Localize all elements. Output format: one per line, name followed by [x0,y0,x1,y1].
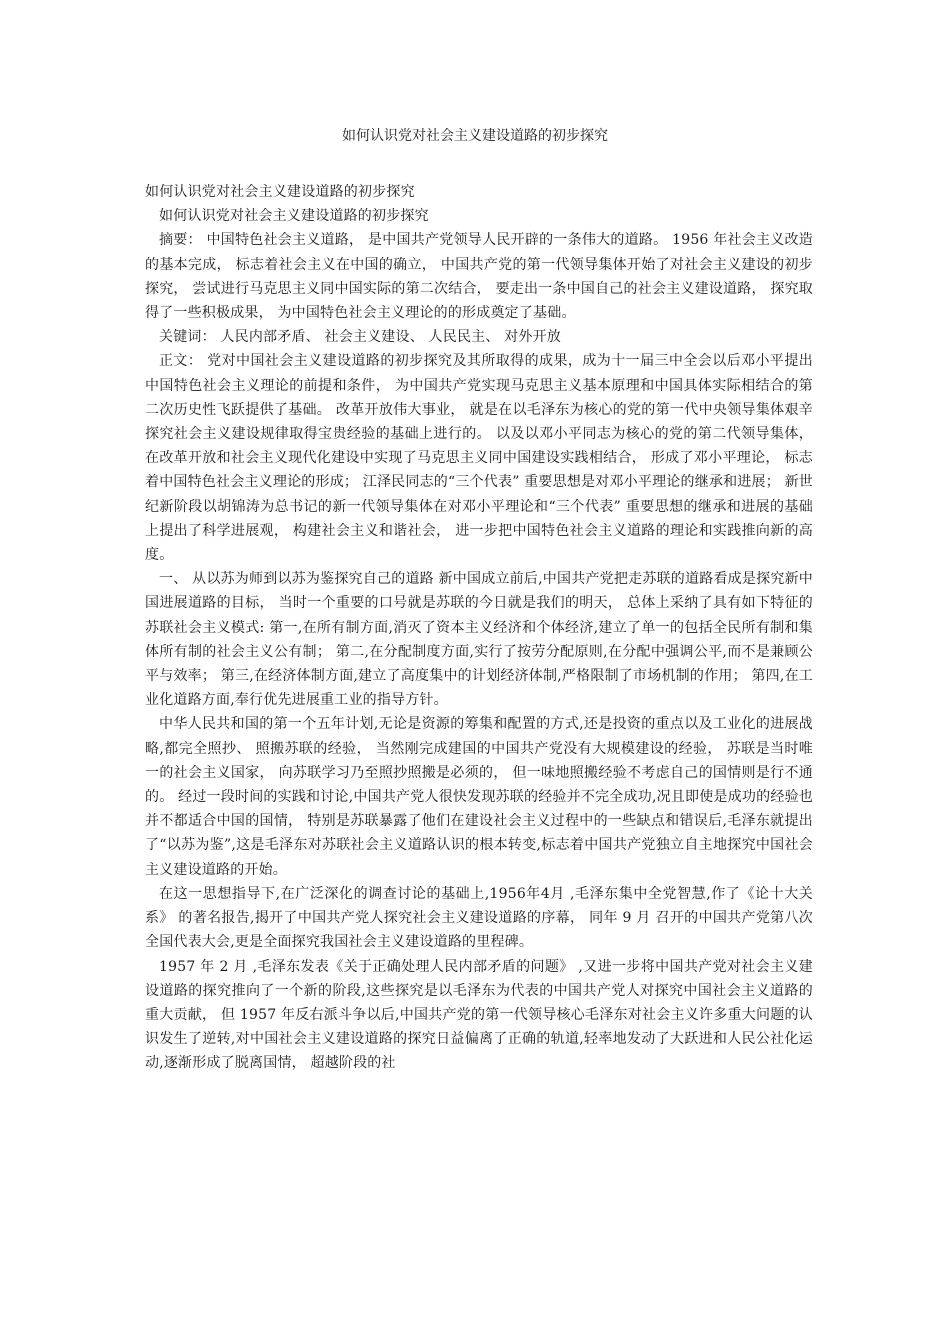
year-1957-paragraph: 1957 年 2 月 ,毛泽东发表《关于正确处理人民内部矛盾的问题》 ,又进一步将中国共产党对社会主义建设道路的探究推向了一个新的阶段,这些探究是以毛泽东为代表的中国共产党人对探究中国社会主义道路的重大贡献， 但 1957 年反右派斗争以后,中国共产党的第一代领导核心毛泽东对社会主义许多重大问题的认识发生了逆转,对中国社会主义建设道路的探究日益偏离了正确的轨道,轻率地发动了大跃进和人民公社化运动,逐渐形成了脱离国情， 超越阶段的社 [145,958,813,1072]
five-year-plan-paragraph: 中华人民共和国的第一个五年计划,无论是资源的筹集和配置的方式,还是投资的重点以及工业化的进展战略,都完全照抄、 照搬苏联的经验， 当然刚完成建国的中国共产党没有大规模建设的经验， 苏联是当时唯一的社会主义国家， 向苏联学习乃至照抄照搬是必须的， 但一味地照搬经验不考虑自己的国情则是行不通的。 经过一段时间的实践和讨论,中国共产党人很快发现苏联的经验并不完全成功,况且即使是成功的经验也并不都适合中国的国情， 特别是苏联暴露了他们在建设社会主义过程中的一些缺点和错误后,毛泽东就提出了“以苏为鉴”,这是毛泽东对苏联社会主义道路认识的根本转变,标志着中国共产党独立自主地探究中国社会主义建设道路的开始。 [145,716,813,878]
year-1956-paragraph: 在这一思想指导下,在广泛深化的调查讨论的基础上,1956年4月 ,毛泽东集中全党智慧,作了《论十大关系》 的著名报告,揭开了中国共产党人探究社会主义建设道路的序幕， 同年 9 月 召开的中国共产党第八次全国代表大会,更是全面探究我国社会主义建设道路的里程碑。 [145,885,813,951]
section-one-paragraph: 一、 从以苏为师到以苏为鉴探究自己的道路 新中国成立前后,中国共产党把走苏联的道路看成是探究新中国进展道路的目标， 当时一个重要的口号就是苏联的今日就是我们的明天， 总体上采纳了具有如下特征的苏联社会主义模式: 第一,在所有制方面,消灭了资本主义经济和个体经济,建立了单一的包括全民所有制和集体所有制的社会主义公有制； 第二,在分配制度方面,实行了按劳分配原则,在分配中强调公平,而不是兼顾公平与效率； 第三,在经济体制方面,建立了高度集中的计划经济体制,严格限制了市场机制的作用； 第四,在工业化道路方面,奉行优先进展重工业的指导方针。 [145,571,813,709]
main-text-paragraph: 正文： 党对中国社会主义建设道路的初步探究及其所取得的成果，成为十一届三中全会以后邓小平提出中国特色社会主义理论的前提和条件， 为中国共产党实现马克思主义基本原理和中国具体实际相结合的第二次历史性飞跃提供了基础。 改革开放伟大事业， 就是在以毛泽东为核心的党的第一代中央领导集体艰辛探究社会主义建设规律取得宝贵经验的基础上进行的。 以及以邓小平同志为核心的党的第二代领导集体， 在改革开放和社会主义现代化建设中实现了马克思主义同中国建设实践相结合， 形成了邓小平理论， 标志着中国特色社会主义理论的形成； 江泽民同志的“三个代表” 重要思想是对邓小平理论的继承和进展； 新世纪新阶段以胡锦涛为总书记的新一代领导集体在对邓小平理论和“三个代表” 重要思想的继承和进展的基础上提出了科学进展观， 构建社会主义和谐社会， 进一步把中国特色社会主义道路的理论和实践推向新的高度。 [145,353,813,564]
title-line-2: 如何认识党对社会主义建设道路的初步探究 [159,208,429,225]
keywords-paragraph: 关键词： 人民内部矛盾、 社会主义建设、 人民民主、 对外开放 [159,329,561,346]
title-line-1: 如何认识党对社会主义建设道路的初步探究 [145,184,415,200]
document-body [145,180,813,1076]
abstract-paragraph: 摘要： 中国特色社会主义道路， 是中国共产党领导人民开辟的一条伟大的道路。 1956 年社会主义改造的基本完成， 标志着社会主义在中国的确立， 中国共产党的第一代领导集体开始了对社会主义建设的初步探究， 尝试进行马克思主义同中国实际的第二次结合， 要走出一条中国自己的社会主义建设道路， 探究取得了一些积极成果， 为中国特色社会主义理论的的形成奠定了基础。 [145,232,813,322]
document-header-title: 如何认识党对社会主义建设道路的初步探究 [342,128,608,144]
